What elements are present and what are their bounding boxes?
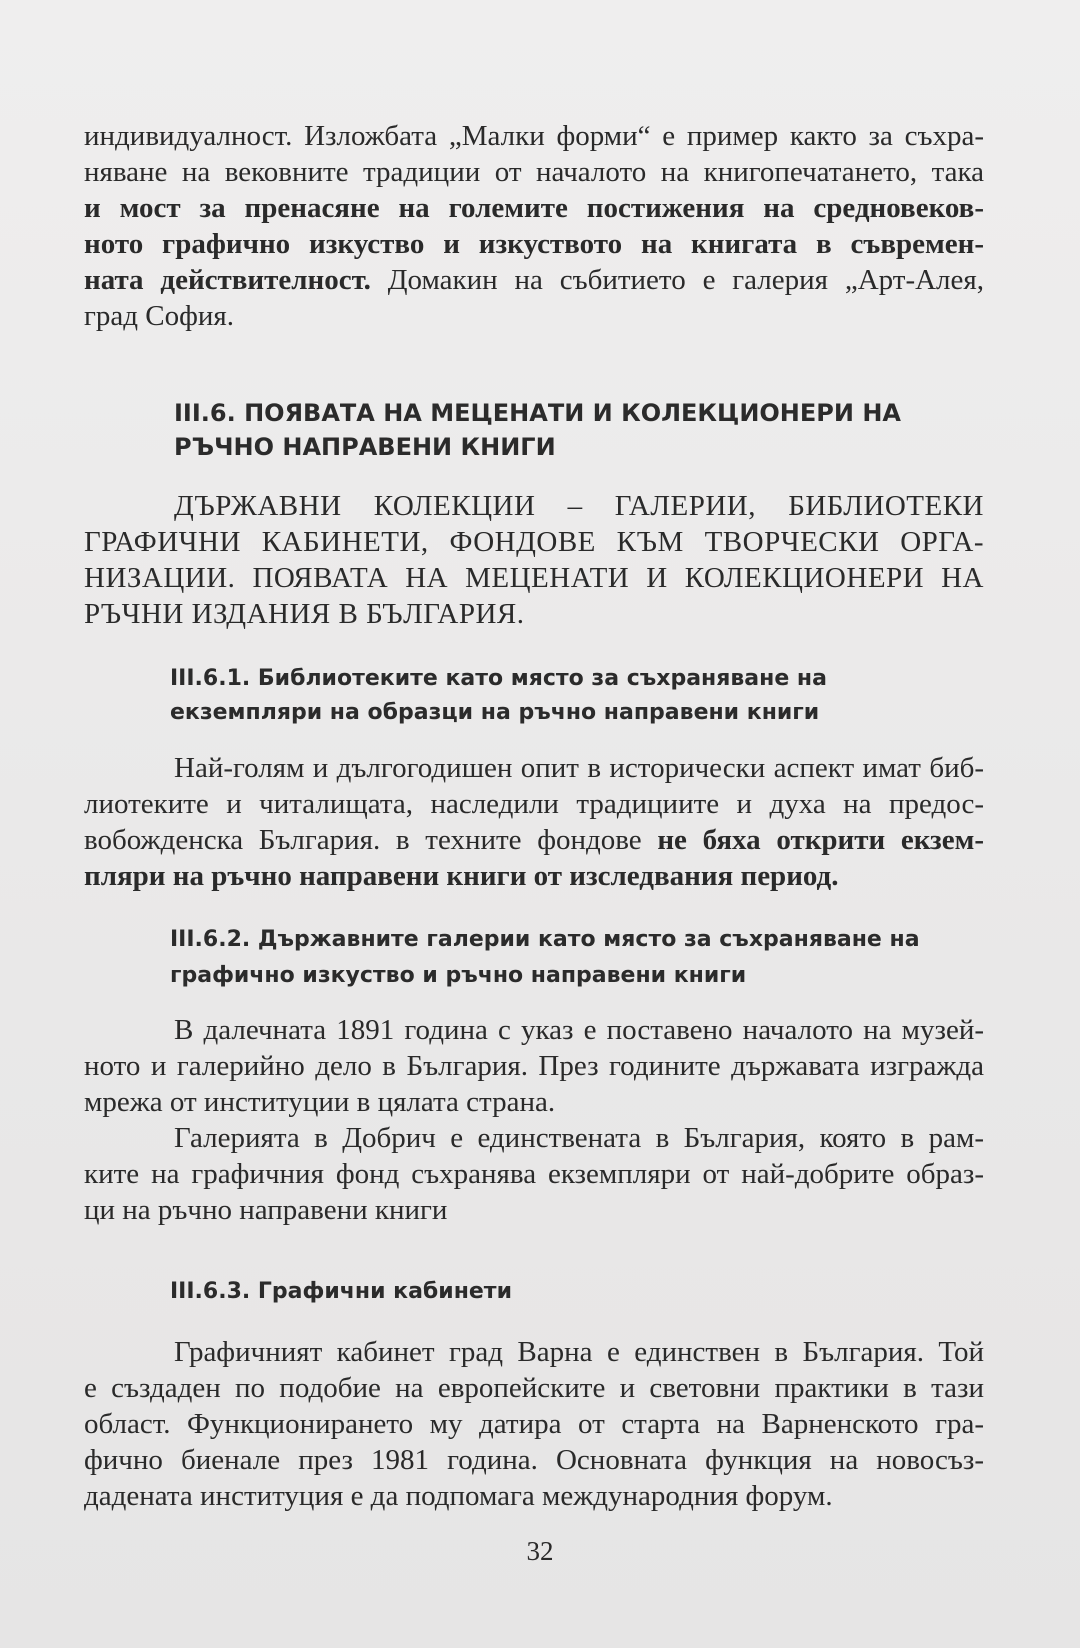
text-run: вобожденска България. в техните фондове [84, 824, 658, 856]
text-line: ГРАФИЧНИ КАБИНЕТИ, ФОНДОВЕ КЪМ ТВОРЧЕСКИ ОРГА- [84, 526, 984, 558]
subsection-heading-3 [170, 1274, 990, 1310]
bold-text: ната действителност. [84, 264, 371, 296]
subsection-1-body [84, 750, 984, 894]
subsection-heading-2 [170, 922, 990, 994]
text-line: няване на вековните традиции от началото на книгопечатането, така [84, 156, 984, 188]
text-line: Графичният кабинет град Варна е единствен в България. Той [174, 1336, 984, 1368]
text-line: мрежа от институции в цялата страна. [84, 1086, 556, 1118]
heading-line: РЪЧНО НАПРАВЕНИ КНИГИ [174, 433, 556, 461]
text-line: град София. [84, 300, 235, 332]
text-line: ното и галерийно дело в България. През годините държавата изгражда [84, 1050, 984, 1082]
heading-line: III.6.2. Държавните галерии като място за съхраняване на [170, 927, 920, 952]
text-line: НИЗАЦИИ. ПОЯВАТА НА МЕЦЕНАТИ И КОЛЕКЦИОНЕРИ НА [84, 562, 984, 594]
text-line: ци на ръчно направени книги [84, 1194, 448, 1226]
text-line: дадената институция е да подпомага международния форум. [84, 1480, 833, 1512]
heading-line: графично изкуство и ръчно направени книги [170, 963, 747, 988]
text-line: ките на графичния фонд съхранява екземпляри от най-добрите образ- [84, 1158, 984, 1190]
text-line: ното графично изкуство и изкуството на книгата в съвремен- [84, 228, 984, 260]
text-line: и мост за пренасяне на големите постижения на средновеков- [84, 192, 984, 224]
text-line: Галерията в Добрич е единствената в България, която в рам- [174, 1122, 984, 1154]
text-line: област. Функционирането му датира от старта на Варненското гра- [84, 1408, 984, 1440]
bold-text: не бяха открити екзем- [657, 824, 984, 856]
text-line: лиотеките и читалищата, наследили традициите и духа на предос- [84, 788, 984, 820]
text-line [84, 262, 984, 298]
text-line: индивидуалност. Изложбата „Малки форми“ е пример както за съхра- [84, 120, 984, 152]
text-line: РЪЧНИ ИЗДАНИЯ В БЪЛГАРИЯ. [84, 598, 525, 630]
text-line: е създаден по подобие на европейските и световни практики в тази [84, 1372, 984, 1404]
heading-line: III.6.3. Графични кабинети [170, 1279, 512, 1304]
text-line [84, 822, 984, 858]
subsection-3-body [84, 1334, 984, 1514]
intro-paragraph [84, 118, 984, 334]
section-heading [174, 396, 994, 464]
text-line: фично биенале през 1981 година. Основната функция на новосъз- [84, 1444, 984, 1476]
text-line: Най-голям и дългогодишен опит в исторически аспект имат биб- [174, 752, 984, 784]
caps-block [84, 488, 984, 632]
page-number: 32 [526, 1536, 554, 1566]
text-line: пляри на ръчно направени книги от изследвания период. [84, 860, 839, 892]
heading-line: екземпляри на образци на ръчно направени книги [170, 700, 820, 725]
subsection-2-body [84, 1012, 984, 1228]
heading-line: III.6. ПОЯВАТА НА МЕЦЕНАТИ И КОЛЕКЦИОНЕРИ НА [174, 399, 901, 427]
text-line: В далечната 1891 година с указ е поставено началото на музей- [174, 1014, 984, 1046]
subsection-heading-1 [170, 662, 990, 730]
text-run: Домакин на събитието е галерия „Арт-Алея, [370, 264, 984, 296]
text-line: ДЪРЖАВНИ КОЛЕКЦИИ – ГАЛЕРИИ, БИБЛИОТЕКИ [174, 490, 984, 522]
heading-line: III.6.1. Библиотеките като място за съхраняване на [170, 666, 827, 691]
